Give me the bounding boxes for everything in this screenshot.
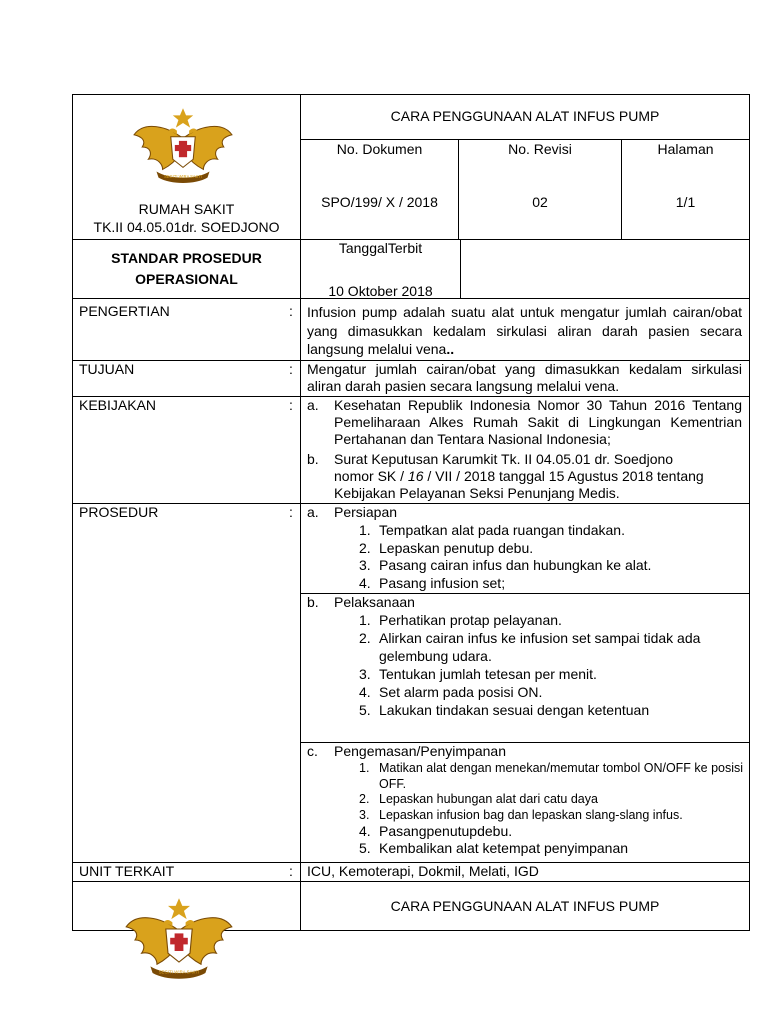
- tujuan-label: TUJUAN: [79, 361, 135, 377]
- list-item: [359, 611, 739, 629]
- col-header-dokumen: No. Dokumen: [336, 141, 423, 157]
- list-item-number: 4.: [359, 684, 371, 700]
- kebijakan-a-marker: a.: [307, 397, 319, 413]
- pengertian-label: PENGERTIAN: [79, 303, 170, 319]
- hospital-name-line1: RUMAH SAKIT: [138, 201, 235, 217]
- list-item-text: Tempatkan alat pada ruangan tindakan.: [379, 522, 625, 538]
- list-item-number: 3.: [359, 807, 370, 822]
- list-item-text: Matikan alat dengan menekan/memutar tombol ON/OFF ke posisi OFF.: [379, 761, 744, 791]
- persiapan-title: Persiapan: [334, 504, 398, 520]
- tujuan-colon: :: [289, 361, 293, 377]
- list-item-text: Alirkan cairan infus ke infusion set sampai tidak ada gelembung udara.: [379, 630, 701, 664]
- hospital-emblem-logo: [132, 106, 234, 188]
- pengemasan-title: Pengemasan/Penyimpanan: [334, 743, 507, 759]
- pengemasan-list: [359, 761, 745, 857]
- col-header-revisi: No. Revisi: [508, 141, 572, 157]
- tanggal-terbit-label: TanggalTerbit: [338, 240, 423, 256]
- list-item-number: 1.: [359, 761, 370, 775]
- unit-terkait-colon: :: [289, 863, 293, 879]
- value-halaman: 1/1: [675, 194, 696, 210]
- prosedur-colon: :: [289, 504, 293, 520]
- list-item-text: Perhatikan protap pelayanan.: [379, 612, 562, 628]
- list-item: [359, 629, 739, 665]
- footer-document-title: CARA PENGGUNAAN ALAT INFUS PUMP: [390, 898, 660, 914]
- list-item: [359, 557, 652, 575]
- kebijakan-b-line1: Surat Keputusan Karumkit Tk. II 04.05.01 dr. Soedjono: [334, 451, 674, 467]
- list-item: [359, 807, 745, 824]
- kebijakan-colon: :: [289, 397, 293, 413]
- document-title: CARA PENGGUNAAN ALAT INFUS PUMP: [390, 108, 660, 124]
- value-revisi: 02: [532, 194, 548, 210]
- kebijakan-b-line2-post: / VII / 2018 tanggal 15 Agustus 2018 tentang: [423, 468, 704, 484]
- value-dokumen: SPO/199/ X / 2018: [321, 194, 438, 210]
- spo-label-line2: OPERASIONAL: [135, 271, 238, 287]
- list-item-number: 4.: [359, 574, 371, 591]
- border-tanggal-sep: [460, 239, 461, 298]
- border-title-bottom: [300, 139, 750, 140]
- unit-terkait-label: UNIT TERKAIT: [79, 863, 175, 879]
- border-outer-top: [72, 94, 750, 95]
- persiapan-marker: a.: [307, 504, 319, 520]
- pengertian-colon: :: [289, 303, 293, 319]
- footer-logo-motto: SEGITI WIRA SAKTI: [158, 969, 200, 975]
- unit-terkait-text: ICU, Kemoterapi, Dokmil, Melati, IGD: [307, 863, 539, 879]
- list-item-number: 3.: [359, 666, 371, 682]
- kebijakan-label: KEBIJAKAN: [79, 397, 157, 413]
- list-item-text: Set alarm pada posisi ON.: [379, 684, 543, 700]
- border-outer-right: [749, 94, 750, 931]
- persiapan-list: [359, 522, 652, 592]
- pelaksanaan-marker: b.: [307, 594, 319, 610]
- list-item: [359, 701, 739, 719]
- list-item: [359, 665, 739, 683]
- pengemasan-marker: c.: [307, 743, 318, 759]
- list-item-number: 1.: [359, 612, 371, 628]
- pengertian-text: [307, 303, 742, 359]
- spo-label-line1: STANDAR PROSEDUR: [111, 250, 262, 266]
- logo-motto: SEGITI WIRA SAKTI: [164, 174, 202, 180]
- kebijakan-b-marker: b.: [307, 451, 319, 467]
- list-item-text: Tentukan jumlah tetesan per menit.: [379, 666, 597, 682]
- pengertian-text-main: Infusion pump adalah suatu alat untuk mengatur jumlah cairan/obat yang dimasukkan kedalam sirkulasi aliran darah pasien secara langsung melalui vena: [307, 304, 742, 357]
- border-kebijakan-bottom: [72, 503, 750, 504]
- list-item-number: 2.: [359, 792, 370, 806]
- pelaksanaan-title: Pelaksanaan: [334, 594, 415, 610]
- kebijakan-b-line2-italic: 16: [407, 468, 424, 484]
- list-item-text: Lepaskan hubungan alat dari catu daya: [379, 792, 598, 806]
- list-item-text: Kembalikan alat ketempat penyimpanan: [379, 840, 629, 856]
- border-unit-bottom: [72, 881, 750, 882]
- list-item: [359, 792, 745, 808]
- prosedur-label: PROSEDUR: [79, 504, 159, 520]
- list-item-number: 2.: [359, 630, 371, 646]
- list-item-text: Pasang infusion set;: [379, 574, 506, 591]
- list-item-text: Lepaskan infusion bag dan lepaskan slang-slang infus.: [379, 807, 683, 822]
- list-item: [359, 823, 745, 840]
- kebijakan-b-line2: [334, 468, 704, 485]
- list-item-number: 3.: [359, 557, 371, 573]
- list-item: [359, 574, 651, 593]
- list-item: [359, 761, 745, 792]
- list-item-number: 5.: [359, 840, 371, 856]
- list-item-text: Lakukan tindakan sesuai dengan ketentuan: [379, 702, 650, 718]
- tujuan-text: Mengatur jumlah cairan/obat yang dimasukkan kedalam sirkulasi aliran darah pasien secara langsung melalui vena.: [307, 361, 742, 394]
- list-item: [359, 522, 651, 540]
- list-item-text: Pasang cairan infus dan hubungkan ke alat.: [379, 557, 652, 573]
- kebijakan-a-text: Kesehatan Republik Indonesia Nomor 30 Tahun 2016 Tentang Pemeliharaan Alkes Rumah Sakit di Lingkungan Kementrian Pertahanan dan Tentara Nasional Indonesia;: [334, 397, 742, 447]
- list-item: [359, 840, 745, 857]
- list-item: [359, 539, 651, 558]
- list-item-text: Pasangpenutupdebu.: [379, 823, 513, 839]
- footer-hospital-emblem-logo: [124, 896, 234, 984]
- hospital-name-line2: TK.II 04.05.01dr. SOEDJONO: [93, 219, 280, 235]
- list-item-number: 4.: [359, 823, 371, 839]
- tanggal-terbit-value: 10 Oktober 2018: [328, 283, 433, 299]
- pengertian-text-end: ..: [446, 341, 455, 357]
- border-col-divider: [300, 94, 301, 931]
- kebijakan-b-line2-pre: nomor SK /: [334, 468, 408, 484]
- col-header-halaman: Halaman: [657, 141, 714, 157]
- list-item-number: 2.: [359, 539, 371, 556]
- list-item-text: Lepaskan penutup debu.: [379, 539, 534, 556]
- list-item-number: 1.: [359, 522, 371, 538]
- list-item: [359, 683, 739, 701]
- kebijakan-b-line3: Kebijakan Pelayanan Seksi Penunjang Medis.: [334, 485, 620, 501]
- list-item-number: 5.: [359, 702, 371, 718]
- pelaksanaan-list: [359, 611, 739, 719]
